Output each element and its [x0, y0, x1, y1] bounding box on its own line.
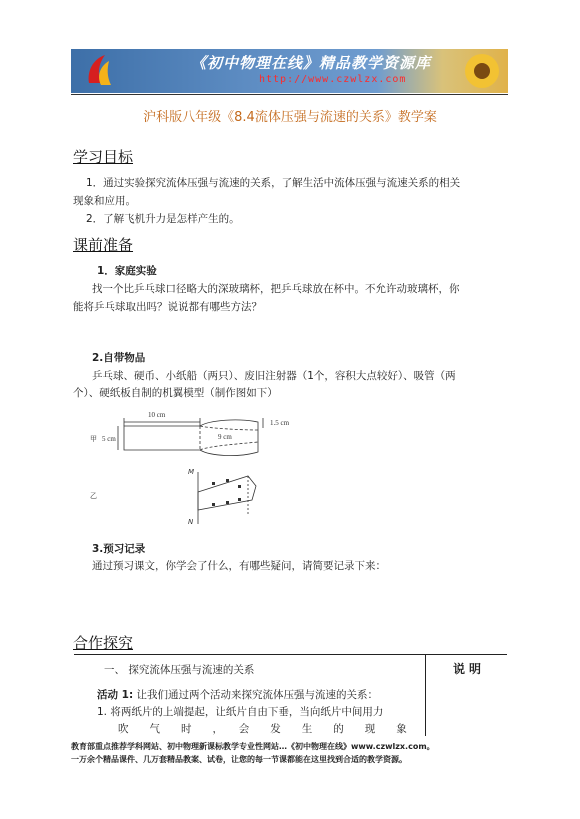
heading-prep: 课前准备 [73, 236, 134, 254]
label-5cm: 5 cm [102, 435, 116, 443]
label-10cm: 10 cm [148, 411, 166, 419]
label-15cm: 1.5 cm [270, 419, 290, 427]
prep-sub2-line1: 乒乓球、硬币、小纸船（两只）、废旧注射器（1个，容积大点较好）、吸管（两 [92, 370, 456, 382]
goal-1-line1: 1．通过实验探究流体压强与流速的关系，了解生活中流体压强与流速关系的相关 [86, 177, 461, 189]
goal-1-line2: 现象和应用。 [73, 195, 136, 207]
label-9cm: 9 cm [218, 433, 232, 441]
note-column-header: 说明 [453, 662, 486, 676]
prep-sub1: 1．家庭实验 [97, 265, 157, 277]
prep-sub1-line1: 找一个比乒乓球口径略大的深玻璃杯，把乒乓球放在杯中。不允许动玻璃杯，你 [92, 283, 460, 295]
banner-title: 《初中物理在线》精品教学资源库 [191, 54, 432, 72]
goal-2: 2．了解飞机升力是怎样产生的。 [86, 213, 240, 225]
heading-explore: 合作探究 [73, 634, 134, 652]
prep-sub2: 2.自带物品 [92, 352, 146, 364]
site-logo-icon [81, 53, 115, 89]
document-title: 沪科版八年级《8.4流体压强与流速的关系》教学案 [143, 110, 437, 125]
explore-part1: 一、 探究流体压强与流速的关系 [104, 664, 255, 676]
prep-sub1-line2: 能将乒乓球取出吗？说说都有哪些方法？ [73, 301, 262, 313]
activity-text: 让我们通过两个活动来探究流体压强与流速的关系： [136, 689, 379, 701]
sunflower-icon [462, 51, 502, 91]
prep-sub3-line1: 通过预习课文，你学会了什么，有哪些疑问，请简要记录下来： [92, 560, 386, 572]
footer-line1: 教育部重点推荐学科网站、初中物理新课标教学专业性网站…《初中物理在线》www.czwlzx.com。 [71, 742, 435, 751]
wing-model-diagram [88, 406, 348, 534]
label-jia: 甲 [90, 435, 97, 443]
banner-url[interactable]: http://www.czwlzx.com [259, 74, 407, 85]
step1-line1: 1. 将两纸片的上端提起，让纸片自由下垂，当向纸片中间用力 [97, 706, 384, 718]
label-yi: 乙 [90, 492, 97, 500]
activity-label: 活动 1: [97, 689, 134, 701]
table-divider [425, 654, 426, 736]
prep-sub3: 3.预习记录 [92, 543, 146, 555]
header-rule [71, 94, 508, 95]
step1-line2: 吹 气 时 ， 会 发 生 的 现 象 [118, 723, 407, 735]
heading-goals: 学习目标 [73, 148, 134, 166]
prep-sub2-line2: 个）、硬纸板自制的机翼模型（制作图如下） [73, 387, 278, 399]
header-banner [71, 49, 508, 93]
label-N: N [188, 518, 194, 526]
footer-line2: 一万余个精品课件、几万套精品教案、试卷，让您的每一节课都能在这里找到合适的教学资源。 [71, 755, 407, 764]
label-M: M [188, 468, 195, 476]
page-footer [71, 740, 511, 766]
activity-1 [97, 686, 378, 704]
